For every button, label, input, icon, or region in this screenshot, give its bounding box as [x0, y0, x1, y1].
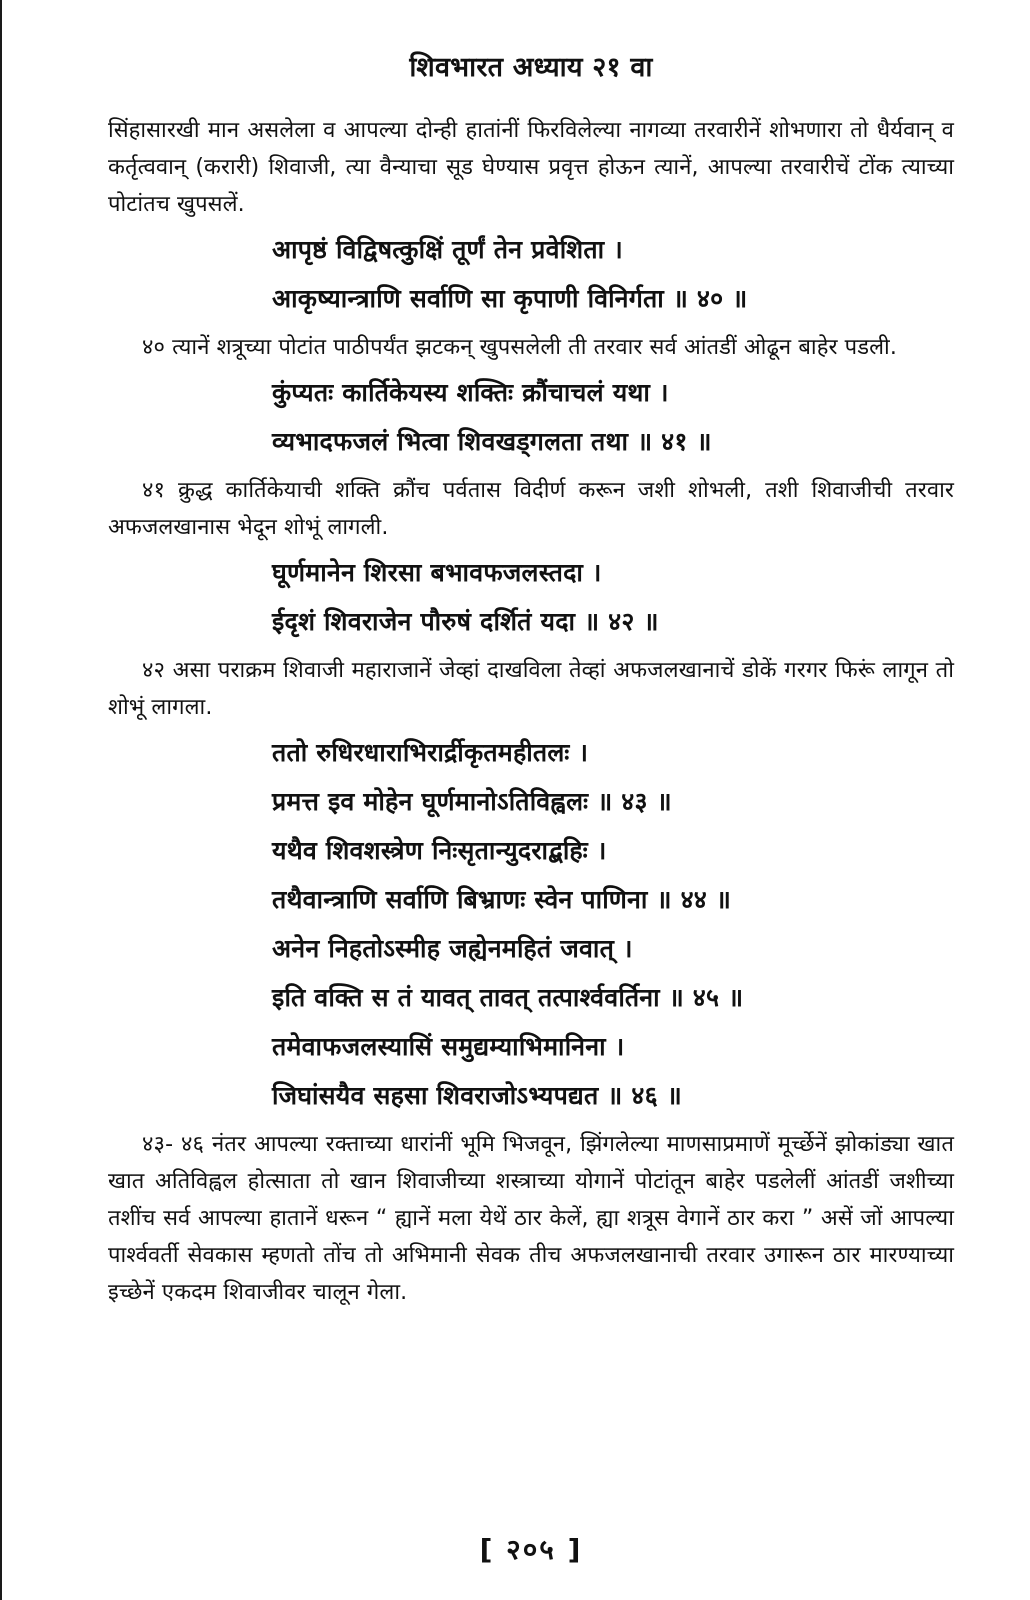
verse-line: ईदृशं शिवराजेन पौरुषं दर्शितं यदा ॥ ४२ ॥: [272, 607, 659, 637]
verse-line: यथैव शिवशस्त्रेण निःसृतान्युदराद्बहिः ।: [272, 836, 607, 866]
verse-block-40: [272, 225, 954, 323]
translation-paragraph-42: ४२ असा पराक्रम शिवाजी महाराजानें जेव्हां दाखविला तेव्हां अफजलखानाचें डोकें गरगर फिरूं लागून तो शोभूं लागला.: [108, 658, 954, 721]
verse-line: अनेन निहतोऽस्मीह जह्येनमहितं जवात् ।: [272, 934, 633, 964]
verse-line: कुंप्यतः कार्तिकेयस्य शक्तिः क्रौंचाचलं यथा ।: [272, 378, 669, 408]
verse-line: तमेवाफजलस्यासिं समुद्यम्याभिमानिना ।: [272, 1032, 625, 1062]
verse-line: आपृष्ठं विद्विषत्कुक्षिं तूर्णं तेन प्रवेशिता ।: [272, 235, 623, 265]
verse-line: घूर्णमानेन शिरसा बभावफजलस्तदा ।: [272, 558, 602, 588]
book-page: [108, 52, 954, 1592]
page-title: शिवभारत अध्याय २१ वा: [409, 52, 653, 83]
verse-line: इति वक्ति स तं यावत् तावत् तत्पार्श्ववर्तिना ॥ ४५ ॥: [272, 983, 744, 1013]
translation-paragraph-43-46: ४३- ४६ नंतर आपल्या रक्ताच्या धारांनीं भूमि भिजवून, झिंगलेल्या माणसाप्रमाणें मूर्च्छेनें झोकांड्या खात खात अतिविह्वल होत्साता तो खान शिवाजीच्या शस्त्राच्या योगानें पोटांतून बाहेर पडलेलीं आंतडीं जशीच्या तशींच सर्व आपल्या हातानें धरून “ ह्यानें मला येथें ठार केलें, ह्या शत्रूस वेगानें ठार करा ” असें जों आपल्या पार्श्ववर्ती सेवकास म्हणतो तोंच तो अभिमानी सेवक तीच अफजलखानाची तरवार उगारून ठार मारण्याच्या इच्छेनें एकदम शिवाजीवर चालून गेला.: [108, 1132, 954, 1306]
translation-paragraph-39: सिंहासारखी मान असलेला व आपल्या दोन्ही हातांनीं फिरविलेल्या नागव्या तरवारीनें शोभणारा तो धैर्यवान् व कर्तृत्ववान् (करारी) शिवाजी, त्या वैन्याचा सूड घेण्यास प्रवृत्त होऊन त्यानें, आपल्या तरवारीचें टोंक त्याच्या पोटांतच खुपसलें.: [108, 118, 954, 218]
verse-line: जिघांसयैव सहसा शिवराजोऽभ्यपद्यत ॥ ४६ ॥: [272, 1081, 682, 1111]
translation-paragraph-40: ४० त्यानें शत्रूच्या पोटांत पाठीपर्यंत झटकन् खुपसलेली ती तरवार सर्व आंतडीं ओढून बाहेर पडली.: [142, 335, 897, 361]
translation-paragraph-41: ४१ क्रुद्ध कार्तिकेयाची शक्ति क्रौंच पर्वतास विदीर्ण करून जशी शोभली, तशी शिवाजीची तरवार अफजलखानास भेदून शोभूं लागली.: [108, 478, 954, 541]
verse-line: प्रमत्त इव मोहेन घूर्णमानोऽतिविह्वलः ॥ ४३ ॥: [272, 787, 672, 817]
verse-block-43-46: [272, 728, 954, 1120]
verse-line: व्यभादफजलं भित्वा शिवखड्गलता तथा ॥ ४१ ॥: [272, 427, 712, 457]
verse-line: तथैवान्त्राणि सर्वाणि बिभ्राणः स्वेन पाणिना ॥ ४४ ॥: [272, 885, 732, 915]
verse-block-41: [272, 368, 954, 466]
page-number: [ २०५ ]: [479, 1533, 583, 1566]
verse-block-42: [272, 548, 954, 646]
page-left-border: [0, 0, 2, 1600]
verse-line: ततो रुधिरधाराभिरार्द्रीकृतमहीतलः ।: [272, 738, 589, 768]
verse-line: आकृष्यान्त्राणि सर्वाणि सा कृपाणी विनिर्गता ॥ ४० ॥: [272, 284, 748, 314]
